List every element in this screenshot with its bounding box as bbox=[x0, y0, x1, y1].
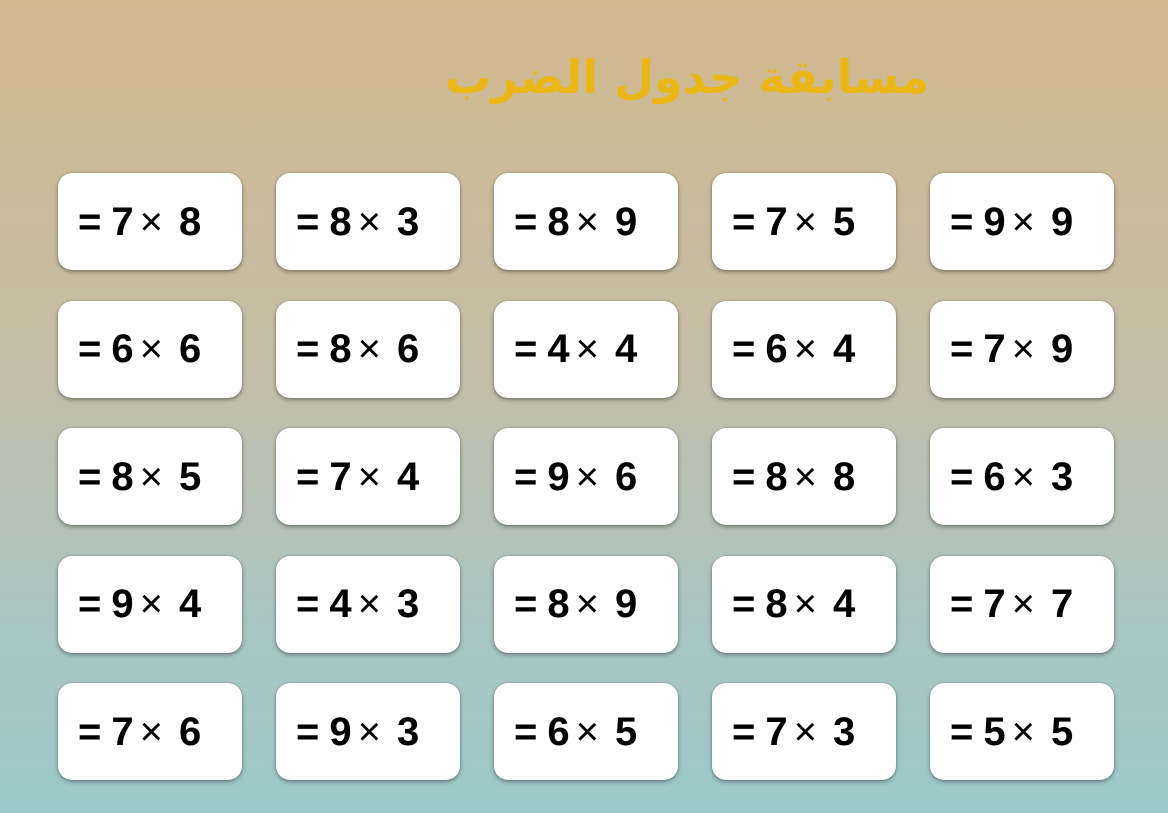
times-sign: × bbox=[1011, 582, 1035, 626]
operand-a: 8 bbox=[111, 454, 134, 499]
card-expression bbox=[514, 709, 638, 754]
equals-sign: = bbox=[296, 199, 320, 244]
equals-sign: = bbox=[78, 199, 102, 244]
question-card[interactable] bbox=[930, 556, 1114, 653]
times-sign: × bbox=[793, 709, 817, 754]
card-expression bbox=[732, 329, 855, 369]
operand-b: 9 bbox=[1050, 199, 1074, 244]
equals-sign: = bbox=[78, 454, 102, 499]
operand-a: 7 bbox=[983, 582, 1006, 626]
question-card[interactable] bbox=[494, 301, 678, 398]
question-card[interactable] bbox=[276, 428, 460, 525]
card-expression bbox=[732, 584, 855, 624]
equals-sign: = bbox=[78, 327, 102, 371]
card-expression bbox=[950, 584, 1073, 624]
question-card[interactable] bbox=[58, 683, 242, 780]
question-card[interactable] bbox=[494, 428, 678, 525]
operand-b: 3 bbox=[1050, 454, 1074, 499]
card-expression bbox=[296, 199, 420, 244]
card-expression bbox=[732, 709, 856, 754]
times-sign: × bbox=[1011, 327, 1035, 371]
question-card[interactable] bbox=[58, 556, 242, 653]
question-card[interactable] bbox=[58, 301, 242, 398]
operand-b: 3 bbox=[396, 709, 420, 754]
question-card[interactable] bbox=[712, 301, 896, 398]
times-sign: × bbox=[793, 582, 817, 626]
operand-a: 7 bbox=[111, 199, 134, 244]
operand-b: 9 bbox=[614, 199, 638, 244]
times-sign: × bbox=[139, 582, 163, 626]
times-sign: × bbox=[793, 199, 817, 244]
times-sign: × bbox=[139, 199, 163, 244]
times-sign: × bbox=[139, 709, 163, 754]
equals-sign: = bbox=[732, 327, 756, 371]
operand-a: 8 bbox=[765, 582, 788, 626]
operand-a: 7 bbox=[765, 199, 788, 244]
operand-a: 8 bbox=[329, 199, 352, 244]
equals-sign: = bbox=[296, 454, 320, 499]
times-sign: × bbox=[575, 709, 599, 754]
operand-b: 4 bbox=[832, 327, 856, 371]
question-card[interactable] bbox=[712, 556, 896, 653]
question-card[interactable] bbox=[58, 428, 242, 525]
equals-sign: = bbox=[950, 582, 974, 626]
operand-a: 6 bbox=[765, 327, 788, 371]
times-sign: × bbox=[357, 199, 381, 244]
question-card[interactable] bbox=[930, 173, 1114, 270]
operand-b: 4 bbox=[614, 327, 638, 371]
equals-sign: = bbox=[732, 709, 756, 754]
question-card[interactable] bbox=[930, 683, 1114, 780]
question-card[interactable] bbox=[494, 556, 678, 653]
question-card[interactable] bbox=[712, 173, 896, 270]
card-expression bbox=[950, 329, 1073, 369]
times-sign: × bbox=[575, 454, 599, 499]
operand-b: 6 bbox=[614, 454, 638, 499]
card-expression bbox=[514, 199, 638, 244]
card-expression bbox=[78, 329, 201, 369]
times-sign: × bbox=[575, 199, 599, 244]
operand-a: 7 bbox=[111, 709, 134, 754]
operand-a: 4 bbox=[329, 582, 352, 626]
equals-sign: = bbox=[296, 582, 320, 626]
card-expression bbox=[296, 709, 420, 754]
times-sign: × bbox=[139, 454, 163, 499]
card-expression bbox=[296, 329, 419, 369]
equals-sign: = bbox=[514, 327, 538, 371]
times-sign: × bbox=[139, 327, 163, 371]
operand-b: 8 bbox=[178, 199, 202, 244]
card-expression bbox=[950, 199, 1074, 244]
question-card[interactable] bbox=[276, 173, 460, 270]
operand-a: 6 bbox=[547, 709, 570, 754]
operand-a: 8 bbox=[547, 582, 570, 626]
equals-sign: = bbox=[514, 199, 538, 244]
times-sign: × bbox=[357, 709, 381, 754]
operand-b: 5 bbox=[1050, 709, 1074, 754]
operand-b: 9 bbox=[614, 582, 638, 626]
card-expression bbox=[78, 709, 202, 754]
operand-b: 4 bbox=[178, 582, 202, 626]
times-sign: × bbox=[1011, 454, 1035, 499]
question-card[interactable] bbox=[712, 683, 896, 780]
card-expression bbox=[78, 454, 202, 499]
card-expression bbox=[514, 454, 638, 499]
operand-a: 8 bbox=[329, 327, 352, 371]
card-expression bbox=[78, 584, 201, 624]
operand-b: 5 bbox=[178, 454, 202, 499]
equals-sign: = bbox=[950, 199, 974, 244]
operand-a: 7 bbox=[765, 709, 788, 754]
operand-a: 9 bbox=[983, 199, 1006, 244]
operand-b: 6 bbox=[396, 327, 420, 371]
operand-b: 5 bbox=[832, 199, 856, 244]
operand-a: 7 bbox=[329, 454, 352, 499]
question-card[interactable] bbox=[930, 301, 1114, 398]
times-sign: × bbox=[357, 327, 381, 371]
question-card[interactable] bbox=[276, 301, 460, 398]
operand-b: 6 bbox=[178, 327, 202, 371]
operand-a: 9 bbox=[547, 454, 570, 499]
question-card[interactable] bbox=[494, 173, 678, 270]
card-expression bbox=[296, 584, 419, 624]
operand-a: 4 bbox=[547, 327, 570, 371]
operand-b: 4 bbox=[832, 582, 856, 626]
equals-sign: = bbox=[514, 454, 538, 499]
operand-b: 4 bbox=[396, 454, 420, 499]
equals-sign: = bbox=[78, 709, 102, 754]
operand-b: 3 bbox=[396, 582, 420, 626]
card-expression bbox=[514, 584, 637, 624]
times-sign: × bbox=[357, 454, 381, 499]
equals-sign: = bbox=[78, 582, 102, 626]
page-title: مسابقة جدول الضرب bbox=[444, 50, 930, 104]
card-expression bbox=[732, 199, 856, 244]
operand-a: 7 bbox=[983, 327, 1006, 371]
card-expression bbox=[514, 329, 637, 369]
card-expression bbox=[950, 454, 1074, 499]
operand-b: 5 bbox=[614, 709, 638, 754]
question-card[interactable] bbox=[276, 556, 460, 653]
times-sign: × bbox=[575, 327, 599, 371]
card-expression bbox=[950, 709, 1074, 754]
operand-b: 3 bbox=[832, 709, 856, 754]
equals-sign: = bbox=[950, 454, 974, 499]
question-card[interactable] bbox=[930, 428, 1114, 525]
times-sign: × bbox=[575, 582, 599, 626]
operand-a: 9 bbox=[111, 582, 134, 626]
equals-sign: = bbox=[296, 327, 320, 371]
equals-sign: = bbox=[950, 327, 974, 371]
question-card[interactable] bbox=[58, 173, 242, 270]
times-sign: × bbox=[1011, 709, 1035, 754]
equals-sign: = bbox=[514, 582, 538, 626]
operand-b: 3 bbox=[396, 199, 420, 244]
question-card[interactable] bbox=[712, 428, 896, 525]
times-sign: × bbox=[793, 327, 817, 371]
operand-b: 9 bbox=[1050, 327, 1074, 371]
equals-sign: = bbox=[514, 709, 538, 754]
times-sign: × bbox=[1011, 199, 1035, 244]
equals-sign: = bbox=[732, 454, 756, 499]
card-expression bbox=[296, 454, 420, 499]
operand-a: 5 bbox=[983, 709, 1006, 754]
card-expression bbox=[732, 454, 856, 499]
times-sign: × bbox=[357, 582, 381, 626]
operand-a: 9 bbox=[329, 709, 352, 754]
equals-sign: = bbox=[296, 709, 320, 754]
cards-grid bbox=[58, 173, 1114, 780]
operand-a: 6 bbox=[111, 327, 134, 371]
operand-b: 6 bbox=[178, 709, 202, 754]
question-card[interactable] bbox=[276, 683, 460, 780]
operand-a: 8 bbox=[765, 454, 788, 499]
equals-sign: = bbox=[950, 709, 974, 754]
operand-b: 8 bbox=[832, 454, 856, 499]
operand-b: 7 bbox=[1050, 582, 1074, 626]
card-expression bbox=[78, 199, 202, 244]
operand-a: 8 bbox=[547, 199, 570, 244]
times-sign: × bbox=[793, 454, 817, 499]
equals-sign: = bbox=[732, 582, 756, 626]
question-card[interactable] bbox=[494, 683, 678, 780]
operand-a: 6 bbox=[983, 454, 1006, 499]
equals-sign: = bbox=[732, 199, 756, 244]
